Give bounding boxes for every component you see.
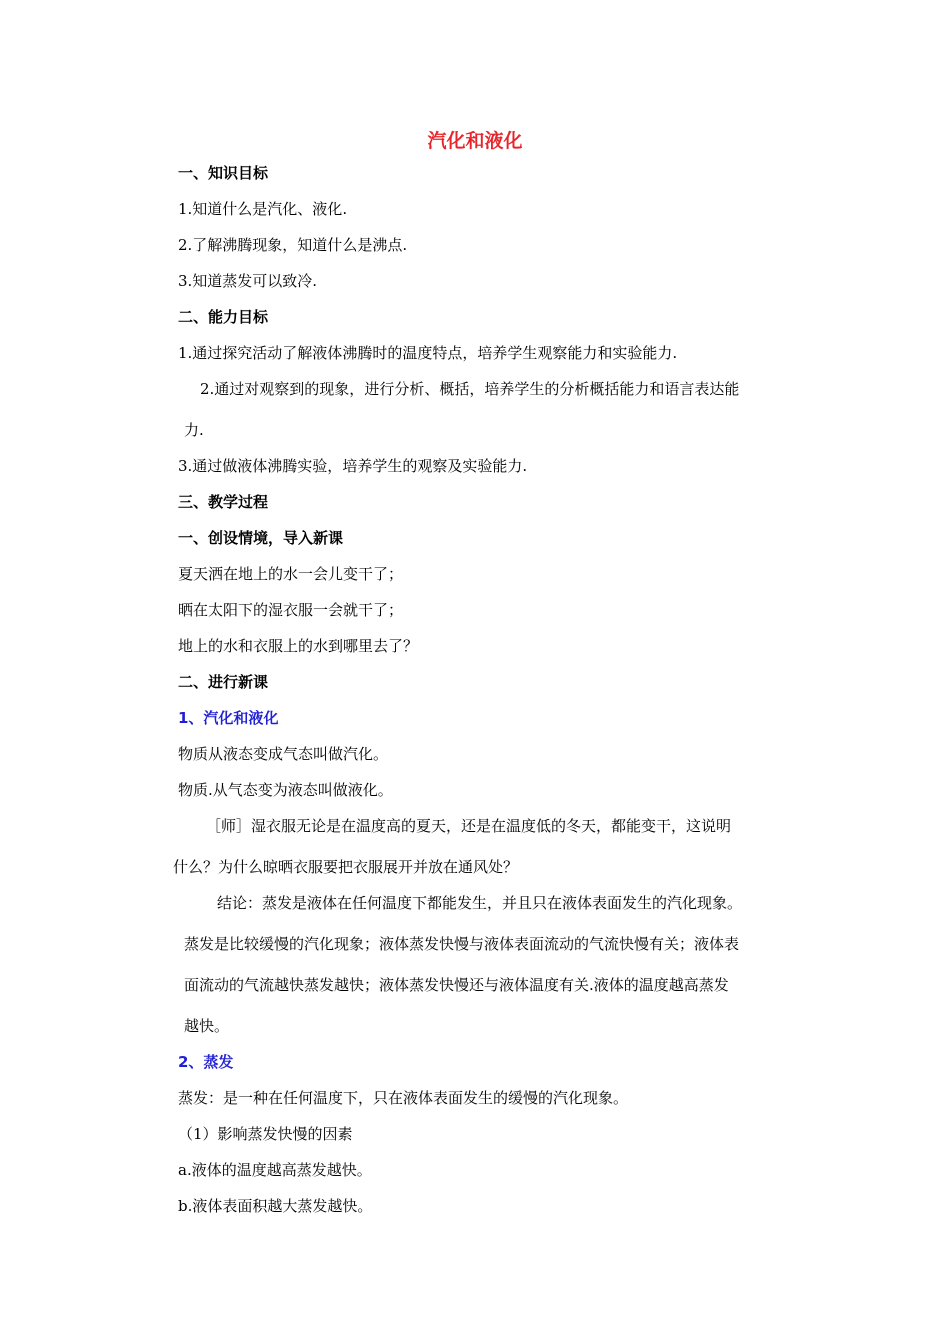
text-line: 什么？为什么晾晒衣服要把衣服展开并放在通风处？	[173, 858, 519, 876]
text-line: 力.	[184, 421, 204, 439]
text-line: a.液体的温度越高蒸发越快。	[178, 1161, 372, 1179]
text-line: 2.通过对观察到的现象，进行分析、概括，培养学生的分析概括能力和语言表达能	[200, 380, 740, 398]
section-heading: 一、创设情境，导入新课	[178, 529, 344, 547]
section-heading: 一、知识目标	[178, 164, 269, 182]
section-heading: 三、教学过程	[178, 493, 269, 511]
section-heading: 二、能力目标	[178, 308, 269, 326]
text-line: 蒸发是比较缓慢的汽化现象；液体蒸发快慢与液体表面流动的气流快慢有关；液体表	[184, 935, 740, 953]
text-line: 3.知道蒸发可以致冷.	[178, 272, 318, 290]
subsection-heading: 1、汽化和液化	[178, 709, 279, 727]
text-line: 1.通过探究活动了解液体沸腾时的温度特点，培养学生观察能力和实验能力.	[178, 344, 678, 362]
text-line: 1.知道什么是汽化、液化.	[178, 200, 348, 218]
text-line: 蒸发：是一种在任何温度下，只在液体表面发生的缓慢的汽化现象。	[178, 1089, 629, 1107]
page-title: 汽化和液化	[427, 130, 523, 152]
text-line: （1）影响蒸发快慢的因素	[178, 1125, 353, 1143]
subsection-heading: 2、蒸发	[178, 1053, 234, 1071]
text-line: 3.通过做液体沸腾实验，培养学生的观察及实验能力.	[178, 457, 528, 475]
text-line: 物质.从气态变为液态叫做液化。	[178, 781, 393, 799]
text-line: 物质从液态变成气态叫做汽化。	[178, 745, 389, 763]
text-line: 2.了解沸腾现象，知道什么是沸点.	[178, 236, 408, 254]
section-heading: 二、进行新课	[178, 673, 269, 691]
text-line: 地上的水和衣服上的水到哪里去了？	[178, 637, 419, 655]
text-line: 越快。	[184, 1017, 230, 1035]
text-line: 结论：蒸发是液体在任何温度下都能发生，并且只在液体表面发生的汽化现象。	[217, 894, 743, 912]
text-line: 晒在太阳下的湿衣服一会就干了；	[178, 601, 404, 619]
text-line: ［师］湿衣服无论是在温度高的夏天，还是在温度低的冬天，都能变干，这说明	[206, 817, 732, 835]
text-line: b.液体表面积越大蒸发越快。	[178, 1197, 373, 1215]
text-line: 面流动的气流越快蒸发越快；液体蒸发快慢还与液体温度有关.液体的温度越高蒸发	[184, 976, 729, 994]
text-line: 夏天洒在地上的水一会儿变干了；	[178, 565, 404, 583]
